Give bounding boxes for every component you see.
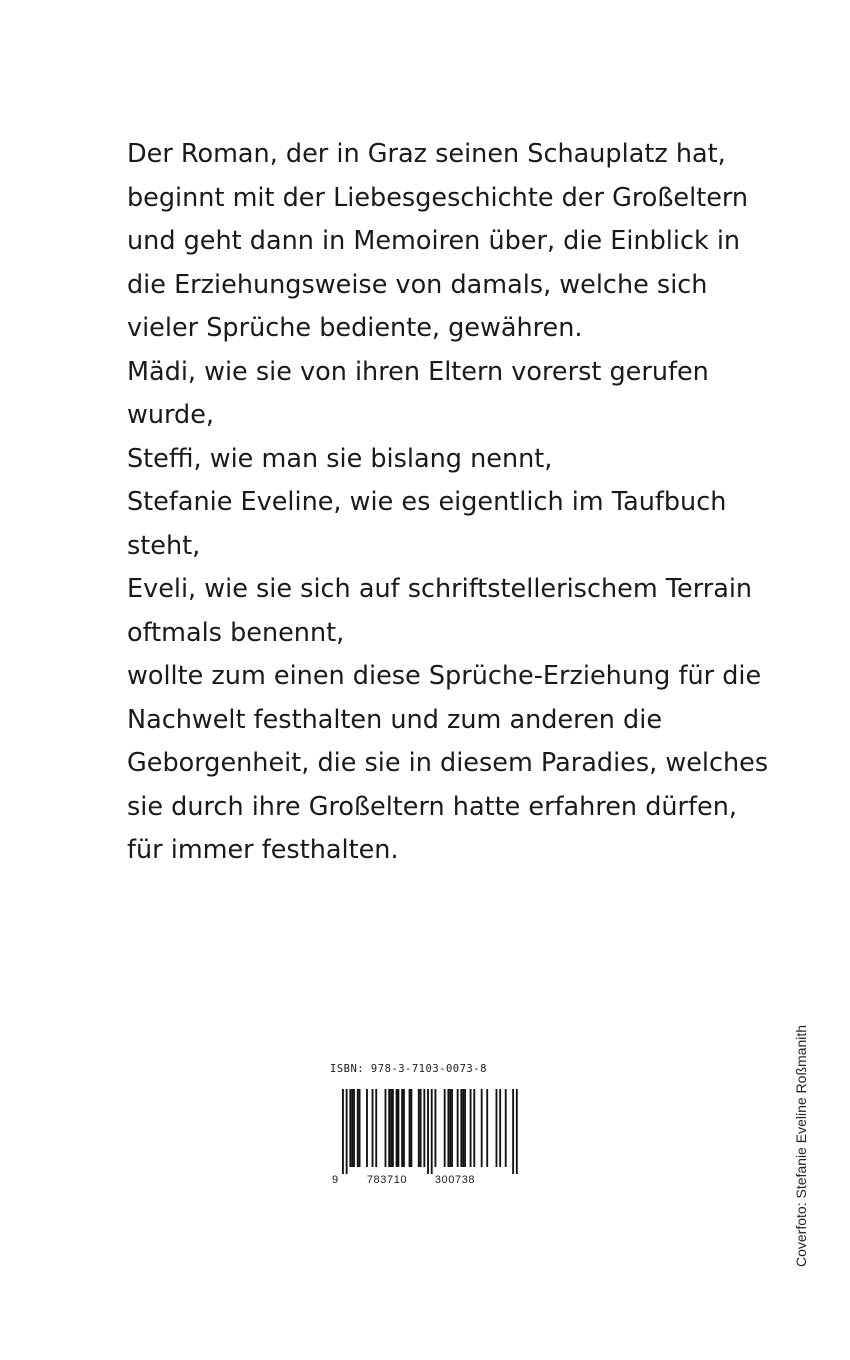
barcode-bar <box>449 1089 451 1167</box>
barcode-bar <box>403 1089 405 1167</box>
barcode-bar <box>418 1089 420 1167</box>
barcode-bar <box>444 1089 446 1167</box>
barcode-bar <box>409 1089 411 1167</box>
barcode-bar <box>359 1089 361 1167</box>
photo-credit: Coverfoto: Stefanie Eveline Roßmanith <box>793 1024 809 1267</box>
barcode-bar <box>423 1089 425 1167</box>
barcode-bar <box>372 1089 374 1167</box>
barcode-bar <box>512 1089 514 1174</box>
barcode-bar <box>375 1089 377 1167</box>
isbn-barcode-block <box>330 1063 520 1183</box>
blurb-line: oftmals benennt, <box>127 617 345 648</box>
blurb-line: Eveli, wie sie sich auf schriftstellerischem Terrain <box>127 574 753 604</box>
barcode-bar <box>349 1089 351 1167</box>
barcode-bar <box>420 1089 422 1167</box>
barcode-bar <box>451 1089 453 1167</box>
blurb-line: und geht dann in Memoiren über, die Einblick in <box>127 226 741 256</box>
barcode-digits-left: 783710 <box>366 1174 408 1184</box>
barcode-bar <box>410 1089 412 1167</box>
blurb-line: Geborgenheit, die sie in diesem Paradies, welches <box>127 748 769 778</box>
barcode-bar <box>342 1089 344 1174</box>
barcode-bar <box>353 1089 355 1167</box>
barcode-image <box>330 1089 520 1184</box>
blurb-line: sie durch ihre Großeltern hatte erfahren dürfen, <box>127 791 737 822</box>
barcode-bar <box>351 1089 353 1167</box>
barcode-bar <box>431 1089 433 1174</box>
blurb-text <box>127 133 767 873</box>
barcode-bar <box>346 1089 348 1174</box>
blurb-line: Steffi, wie man sie bislang nennt, <box>127 443 553 474</box>
barcode-bar <box>401 1089 403 1167</box>
blurb-line: steht, <box>127 530 201 561</box>
barcode-bar <box>486 1089 488 1167</box>
blurb-line: beginnt mit der Liebesgeschichte der Großeltern <box>127 182 749 213</box>
barcode-bar <box>460 1089 462 1167</box>
blurb-line: für immer festhalten. <box>127 835 399 865</box>
barcode-digits-right: 300738 <box>434 1174 476 1184</box>
barcode-bar <box>366 1089 368 1167</box>
barcode-bar <box>505 1089 507 1167</box>
barcode-bar <box>392 1089 394 1167</box>
blurb-line: Stefanie Eveline, wie es eigentlich im Taufbuch <box>127 487 727 517</box>
barcode-bar <box>447 1089 449 1167</box>
barcode-digit-first: 9 <box>332 1174 339 1184</box>
blurb-line: Nachwelt festhalten und zum anderen die <box>127 704 663 735</box>
barcode-bar <box>427 1089 429 1174</box>
barcode-bar <box>481 1089 483 1167</box>
blurb-line: wurde, <box>127 400 215 430</box>
barcode-bar <box>470 1089 472 1167</box>
blurb-line: Mädi, wie sie von ihren Eltern vorerst gerufen <box>127 356 709 387</box>
barcode-bar <box>388 1089 390 1167</box>
barcode-bar <box>499 1089 501 1167</box>
blurb-line: wollte zum einen diese Sprüche-Erziehung für die <box>127 661 762 691</box>
barcode-bar <box>396 1089 398 1167</box>
barcode-bar <box>390 1089 392 1167</box>
blurb-line: die Erziehungsweise von damals, welche sich <box>127 269 708 300</box>
barcode-bar <box>435 1089 437 1167</box>
barcode-bar <box>357 1089 359 1167</box>
barcode-bar <box>385 1089 387 1167</box>
barcode-bar <box>516 1089 518 1174</box>
barcode-bar <box>496 1089 498 1167</box>
barcode-bar <box>457 1089 459 1167</box>
blurb-line: vieler Sprüche bediente, gewähren. <box>127 313 583 343</box>
barcode-bar <box>462 1089 464 1167</box>
barcode-bar <box>473 1089 475 1167</box>
blurb-line: Der Roman, der in Graz seinen Schauplatz hat, <box>127 139 726 169</box>
barcode-bar <box>464 1089 466 1167</box>
barcode-bar <box>398 1089 400 1167</box>
isbn-label: ISBN: 978-3-7103-0073-8 <box>330 1063 487 1075</box>
